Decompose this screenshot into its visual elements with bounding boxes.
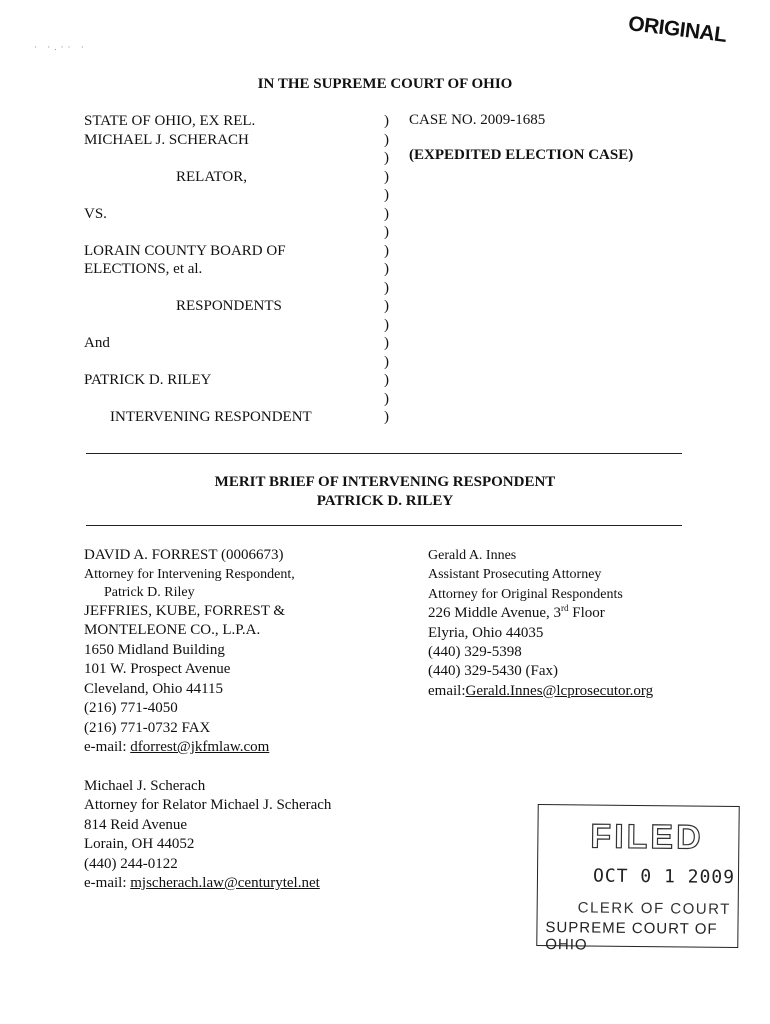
respondents-fax: (440) 329-5430 (Fax): [428, 663, 558, 680]
case-info: [409, 112, 633, 164]
respondents-attorney-title: Assistant Prosecuting Attorney: [428, 567, 602, 583]
divider-top: [86, 453, 682, 454]
brief-title-line-1: MERIT BRIEF OF INTERVENING RESPONDENT: [214, 474, 556, 490]
case-number: CASE NO. 2009-1685: [409, 112, 546, 128]
intervenor-attorney-role: Attorney for Intervening Respondent,: [84, 566, 295, 582]
respondents-attorney-name: Gerald A. Innes: [428, 548, 517, 563]
brief-title-line-2: PATRICK D. RILEY: [316, 493, 454, 509]
intervenor-name: PATRICK D. RILEY: [84, 372, 212, 388]
intervenor-address-2: 101 W. Prospect Avenue: [84, 661, 231, 677]
intervenor-phone: (216) 771-4050: [84, 700, 178, 716]
relator-line-1: STATE OF OHIO, EX REL.: [84, 113, 256, 129]
caption-parentheses: ) ) ) ) ) ) ) ) ) ) ) ) ) ) ) ) ): [384, 113, 389, 425]
relator-line-2: MICHAEL J. SCHERACH: [84, 131, 249, 148]
filed-stamp-court: SUPREME COURT OF OHIO: [545, 919, 718, 954]
intervenor-firm-2: MONTELEONE CO., L.P.A.: [84, 622, 261, 638]
original-stamp: ORIGINAL: [627, 12, 728, 47]
filed-stamp-word: FILED: [590, 817, 704, 857]
respondents-city: Elyria, Ohio 44035: [428, 624, 544, 641]
relator-attorney-name: Michael J. Scherach: [84, 777, 206, 794]
relator-city: Lorain, OH 44052: [84, 836, 195, 852]
filed-stamp: [536, 804, 739, 954]
respondents-email-label: email:: [428, 682, 466, 699]
expedited-label: (EXPEDITED ELECTION CASE): [409, 147, 634, 163]
respondent-line-2: ELECTIONS, et al.: [84, 261, 203, 277]
intervenor-email-line: [84, 738, 331, 758]
intervenor-label: INTERVENING RESPONDENT: [110, 409, 312, 425]
intervenor-address-1: 1650 Midland Building: [84, 641, 225, 658]
intervenor-firm-1: JEFFRIES, KUBE, FORREST &: [84, 602, 286, 619]
divider-bottom: [86, 525, 682, 526]
brief-title: [0, 473, 770, 511]
respondent-line-1: LORAIN COUNTY BOARD OF: [84, 242, 286, 259]
relator-attorney-role: Attorney for Relator Michael J. Scherach: [84, 797, 332, 813]
filed-stamp-clerk: CLERK OF COURT: [577, 899, 731, 918]
versus-label: VS.: [84, 205, 107, 222]
respondents-attorney-role: Attorney for Original Respondents: [428, 586, 623, 602]
relator-email-link[interactable]: mjscherach.law@centurytel.net: [130, 875, 320, 891]
intervenor-city: Cleveland, Ohio 44115: [84, 680, 224, 697]
court-title: IN THE SUPREME COURT OF OHIO: [257, 76, 513, 92]
scan-specks: · ·.·· ·: [34, 42, 88, 52]
case-caption-parties: [84, 112, 312, 427]
relator-email-label: e-mail:: [84, 875, 131, 891]
intervenor-attorney-name: DAVID A. FORREST (0006673): [84, 547, 284, 563]
filed-stamp-date: OCT 0 1 2009: [592, 865, 736, 889]
intervenor-email-label: e-mail:: [84, 739, 131, 755]
and-label: And: [84, 335, 110, 351]
respondents-email-line: [428, 682, 653, 701]
respondents-email-link[interactable]: Gerald.Innes@lcprosecutor.org: [465, 682, 654, 699]
relator-email-line: [84, 874, 331, 894]
respondents-label: RESPONDENTS: [176, 298, 282, 314]
counsel-left-column: [84, 546, 331, 894]
respondents-phone: (440) 329-5398: [428, 644, 522, 661]
relator-label: RELATOR,: [176, 168, 247, 185]
counsel-right-column: [428, 546, 653, 701]
relator-address: 814 Reid Avenue: [84, 816, 188, 833]
relator-phone: (440) 244-0122: [84, 855, 178, 872]
intervenor-email-link[interactable]: dforrest@jkfmlaw.com: [130, 739, 270, 755]
intervenor-attorney-role-2: Patrick D. Riley: [104, 584, 195, 600]
respondents-address: 226 Middle Avenue, 3rd Floor: [428, 603, 605, 622]
intervenor-fax: (216) 771-0732 FAX: [84, 719, 211, 736]
